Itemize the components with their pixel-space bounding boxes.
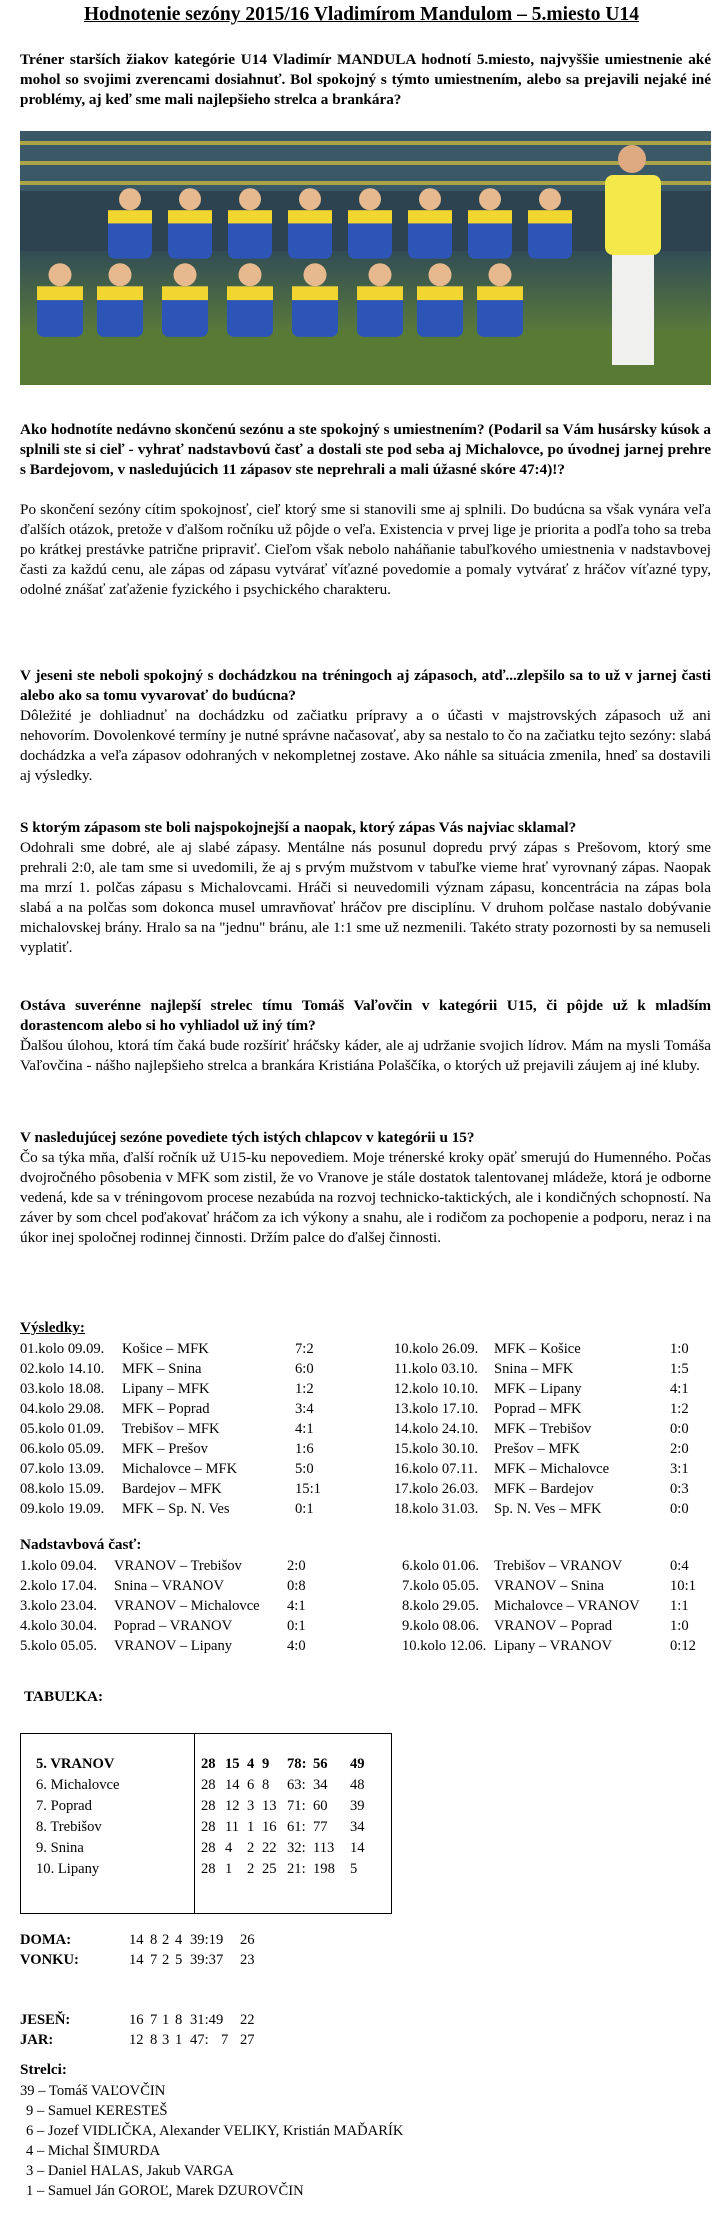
table-cell-goals: 78: [287,1756,307,1772]
result-match: Košice – MFK [122,1341,209,1357]
result-round: 14.kolo 24.10. [394,1421,479,1437]
table-divider [194,1733,195,1914]
player-figure [97,263,143,337]
result-match: MFK – Prešov [122,1441,208,1457]
table-cell-team: 10. Lipany [36,1861,100,1877]
split-l: 5 [175,1952,183,1968]
player-figure [162,263,208,337]
result-round: 5.kolo 05.05. [20,1638,98,1654]
split-p: 12 [129,2032,144,2048]
result-round: 12.kolo 10.10. [394,1381,479,1397]
split-w: 8 [150,1932,158,1948]
result-round: 2.kolo 17.04. [20,1578,98,1594]
table-label: TABUĽKA: [24,1688,104,1705]
question-5: V nasledujúcej sezóne povediete tých istých chlapcov v kategórii u 15? [20,1129,475,1146]
result-round: 6.kolo 01.06. [402,1558,480,1574]
team-photo [20,131,711,385]
result-round: 02.kolo 14.10. [20,1361,105,1377]
table-cell-w: 14 [225,1777,240,1793]
table-cell-l: 8 [262,1777,270,1793]
table-cell-w: 15 [225,1756,240,1772]
result-round: 13.kolo 17.10. [394,1401,479,1417]
result-match: Lipany – MFK [122,1381,210,1397]
answer-3: Odohrali sme dobré, ale aj slabé zápasy. Mentálne nás posunul dopredu prvý zápas s Prešovom, ktorý sme prehrali 2:0, ale tam sme si uvedomili, že aj s prvým mužstvom v tabuľke vieme hrať vyrovnaný zápas. Naopak ma mrzí 1. polčas zápasu s Michalovcami. Hráči si neuvedomili význam zápasu, koncentrácia na zápas bola slabá a na polčas som dokonca musel umravňovať hráčov pre disciplínu. V druhom polčase nastalo dobývanie michalovskej brány. Hralo sa na "jednu" bránu, ale 1:1 sme už nezmenili. Takéto straty pozornosti by sa nemuseli vyplatiť. [20,839,711,956]
result-round: 16.kolo 07.11. [394,1461,478,1477]
result-round: 08.kolo 15.09. [20,1481,105,1497]
table-cell-p: 28 [201,1819,216,1835]
result-score: 1:0 [670,1618,689,1634]
result-score: 15:1 [295,1481,321,1497]
result-match: MFK – Bardejov [494,1481,594,1497]
split-pts: 23 [240,1952,255,1968]
result-score: 4:1 [670,1381,689,1397]
result-round: 17.kolo 26.03. [394,1481,479,1497]
result-match: MFK – Košice [494,1341,581,1357]
result-score: 1:2 [670,1401,689,1417]
split-ga: 7 [221,2032,229,2048]
scorers-label: Strelci: [20,2061,67,2078]
table-cell-l: 13 [262,1798,277,1814]
table-cell-p: 28 [201,1798,216,1814]
result-match: VRANOV – Poprad [494,1618,613,1634]
table-cell-ga: 77 [313,1819,328,1835]
article-title: Hodnotenie sezóny 2015/16 Vladimírom Mandulom – 5.miesto U14 [83,4,640,25]
table-cell-d: 2 [247,1840,255,1856]
split-d: 2 [162,1932,170,1948]
table-cell-goals: 61: [287,1819,306,1835]
player-figure [477,263,523,337]
table-cell-goals: 32: [287,1840,306,1856]
player-figure [37,263,83,337]
player-figure [357,263,403,337]
table-cell-team: 9. Snina [36,1840,84,1856]
results-label: Výsledky: [20,1319,85,1336]
result-score: 2:0 [670,1441,689,1457]
result-match: Lipany – VRANOV [494,1638,613,1654]
result-round: 04.kolo 29.08. [20,1401,105,1417]
split-p: 14 [129,1932,144,1948]
split-l: 4 [175,1932,183,1948]
table-cell-d: 1 [247,1819,255,1835]
split-pts: 22 [240,2012,255,2028]
answer-2: Dôležité je dohliadnuť na dochádzku od začiatku prípravy a o účasti v majstrovských zápasoch už ani nehovorím. Dovolenkové termíny je nutné správne načasovať, aby sa nestalo to čo na začiatku tejto sezóny: slabá dochádzka a veľa zápasov odohraných v nekompletnej zostave. Ako náhle sa situácia zmenila, hneď sa dostavili aj výsledky. [20,707,711,784]
result-score: 7:2 [295,1341,314,1357]
result-round: 11.kolo 03.10. [394,1361,478,1377]
split-w: 7 [150,2012,158,2028]
result-score: 0:12 [670,1638,696,1654]
result-match: Trebišov – MFK [122,1421,220,1437]
scorer-row: 39 – Tomáš VAĽOVČIN [20,2083,166,2099]
result-score: 1:1 [670,1598,689,1614]
result-match: Bardejov – MFK [122,1481,222,1497]
result-match: Poprad – MFK [494,1401,582,1417]
player-figure [417,263,463,337]
result-score: 2:0 [287,1558,306,1574]
table-cell-goals: 71: [287,1798,306,1814]
result-score: 1:5 [670,1361,689,1377]
result-match: Michalovce – MFK [122,1461,238,1477]
result-match: VRANOV – Michalovce [114,1598,260,1614]
table-cell-team: 5. VRANOV [36,1756,115,1772]
result-score: 1:0 [670,1341,689,1357]
split-score: 31:49 [190,2012,224,2028]
result-match: MFK – Poprad [122,1401,210,1417]
table-cell-ga: 113 [313,1840,335,1856]
table-cell-l: 25 [262,1861,277,1877]
result-score: 0:1 [295,1501,314,1517]
result-round: 15.kolo 30.10. [394,1441,479,1457]
result-score: 0:4 [670,1558,689,1574]
result-round: 18.kolo 31.03. [394,1501,479,1517]
result-score: 0:3 [670,1481,689,1497]
result-round: 01.kolo 09.09. [20,1341,105,1357]
result-round: 3.kolo 23.04. [20,1598,98,1614]
result-match: Michalovce – VRANOV [494,1598,640,1614]
scorer-row: 1 – Samuel Ján GOROĽ, Marek DZUROVČIN [26,2183,304,2199]
table-cell-p: 28 [201,1777,216,1793]
result-score: 4:1 [287,1598,306,1614]
result-score: 0:0 [670,1501,689,1517]
result-round: 10.kolo 26.09. [394,1341,479,1357]
table-cell-p: 28 [201,1840,216,1856]
table-cell-d: 6 [247,1777,255,1793]
split-l: 1 [175,2032,183,2048]
table-cell-p: 28 [201,1861,216,1877]
question-2: V jeseni ste neboli spokojný s dochádzkou na tréningoch aj zápasoch, atď...zlepšilo sa to už v jarnej časti alebo ako sa tomu vyvarovať do budúcna? [20,667,711,704]
result-match: VRANOV – Trebišov [114,1558,242,1574]
player-figure [227,263,273,337]
table-cell-w: 11 [225,1819,240,1835]
table-cell-w: 12 [225,1798,240,1814]
result-match: Snina – MFK [494,1361,574,1377]
result-match: MFK – Sp. N. Ves [122,1501,230,1517]
result-score: 3:4 [295,1401,314,1417]
table-cell-pts: 48 [350,1777,365,1793]
result-score: 4:0 [287,1638,306,1654]
split-d: 3 [162,2032,170,2048]
scorer-row: 4 – Michal ŠIMURDA [26,2143,161,2159]
result-match: MFK – Snina [122,1361,202,1377]
answer-1: Po skončení sezóny cítim spokojnosť, cieľ ktorý sme si stanovili sme aj splnili. Do budúcna sa však vynára veľa ďalších otázok, pretože v ďalšom ročníku už pôjde o veľa. Existencia v prvej lige je priorita a podľa toho sa treba po krátkej prestávke patrične pripraviť. Cieľom však nebolo naháňanie tabuľkového umiestnenia v nadstavbovej časti za každú cenu, ale zápas od zápasu vytvárať víťazné povedomie a pomaly vytvárať z hráčov víťazné typy, odolné znášať zaťaženie fyzického i psychického charakteru. [20,501,711,598]
player-figure [292,263,338,337]
answer-4: Ďalšou úlohou, ktorá tím čaká bude rozšíriť hráčsky káder, ale aj udržanie svojich lídrov. Mám na mysli Tomáša Vaľovčina - nášho najlepšieho strelca a brankára Kristiána Polaščíka, o ktorých už prejavili záujem aj iné kluby. [20,1037,711,1074]
table-cell-team: 6. Michalovce [36,1777,120,1793]
result-round: 06.kolo 05.09. [20,1441,105,1457]
table-cell-w: 4 [225,1840,233,1856]
table-cell-pts: 39 [350,1798,365,1814]
split-d: 2 [162,1952,170,1968]
split-p: 14 [129,1952,144,1968]
result-round: 05.kolo 01.09. [20,1421,105,1437]
question-1: Ako hodnotíte nedávno skončenú sezónu a ste spokojný s umiestnením? (Podaril sa Vám husársky kúsok a splnili ste si cieľ - vyhrať nadstavbovú časť a dostali ste pod seba aj Michalovce, po úvodnej jarnej prehre s Bardejovom, v nasledujúcich 11 zápasov ste neprehrali a mali úžasné skóre 47:4)!? [20,421,711,478]
table-cell-team: 7. Poprad [36,1798,92,1814]
table-cell-pts: 34 [350,1819,365,1835]
result-match: VRANOV – Lipany [114,1638,233,1654]
answer-5: Čo sa týka mňa, ďalší ročník už U15-ku nepovediem. Moje trénerské kroky opäť smerujú do Humenného. Počas dvojročného pôsobenia v MFK som zistil, že vo Vranove je stále dostatok talentovanej mládeže, ktorá je odborne vedená, kde sa v tréningovom procese nezabúda na rozvoj technicko-taktických, ale i kondičných schopností. Na záver by som chcel poďakovať hráčom za ich výkony a snahu, ale i rodičom za pochopenie a podporu, neraz i na úkor inej spoločnej rodinnej činnosti. Držím palce do ďalšej činnosti. [20,1149,711,1246]
table-cell-goals: 63: [287,1777,306,1793]
result-match: Snina – VRANOV [114,1578,225,1594]
result-match: VRANOV – Snina [494,1578,605,1594]
coach-figure [605,145,661,365]
scorer-row: 3 – Daniel HALAS, Jakub VARGA [26,2163,234,2179]
result-round: 03.kolo 18.08. [20,1381,105,1397]
result-match: Trebišov – VRANOV [494,1558,623,1574]
result-match: Poprad – VRANOV [114,1618,233,1634]
result-round: 9.kolo 08.06. [402,1618,480,1634]
table-cell-pts: 49 [350,1756,365,1772]
result-score: 0:1 [287,1618,306,1634]
split-score: 47: [190,2032,209,2048]
result-match: MFK – Trebišov [494,1421,592,1437]
result-score: 0:0 [670,1421,689,1437]
result-score: 0:8 [287,1578,306,1594]
result-round: 10.kolo 12.06. [402,1638,487,1654]
result-round: 07.kolo 13.09. [20,1461,105,1477]
result-score: 6:0 [295,1361,314,1377]
table-cell-pts: 5 [350,1861,358,1877]
result-match: Prešov – MFK [494,1441,580,1457]
split-pts: 26 [240,1932,255,1948]
split-pts: 27 [240,2032,255,2048]
table-cell-w: 1 [225,1861,233,1877]
result-score: 1:2 [295,1381,314,1397]
table-cell-d: 2 [247,1861,255,1877]
result-round: 1.kolo 09.04. [20,1558,98,1574]
split-l: 8 [175,2012,183,2028]
result-round: 4.kolo 30.04. [20,1618,98,1634]
table-cell-ga: 198 [313,1861,335,1877]
table-cell-d: 4 [247,1756,255,1772]
split-w: 7 [150,1952,158,1968]
result-round: 7.kolo 05.05. [402,1578,480,1594]
result-score: 5:0 [295,1461,314,1477]
table-cell-l: 16 [262,1819,277,1835]
table-cell-ga: 60 [313,1798,328,1814]
extra-label: Nadstavbová časť: [20,1536,142,1553]
table-cell-p: 28 [201,1756,216,1772]
split-w: 8 [150,2032,158,2048]
result-match: MFK – Michalovce [494,1461,610,1477]
split-d: 1 [162,2012,170,2028]
result-score: 3:1 [670,1461,689,1477]
result-score: 10:1 [670,1578,696,1594]
scorer-row: 9 – Samuel KERESTEŠ [26,2103,168,2119]
table-cell-d: 3 [247,1798,255,1814]
result-match: Sp. N. Ves – MFK [494,1501,602,1517]
split-score: 39:19 [190,1932,224,1948]
table-cell-l: 9 [262,1756,270,1772]
question-3: S ktorým zápasom ste boli najspokojnejší a naopak, ktorý zápas Vás najviac sklamal? [20,819,577,836]
scorer-row: 6 – Jozef VIDLIČKA, Alexander VELIKY, Kristián MAĎARÍK [26,2123,404,2139]
table-cell-goals: 21: [287,1861,306,1877]
table-cell-ga: 56 [313,1756,328,1772]
result-score: 4:1 [295,1421,314,1437]
split-label: JESEŇ: [20,2012,71,2028]
result-round: 8.kolo 29.05. [402,1598,480,1614]
result-score: 1:6 [295,1441,314,1457]
split-score: 39:37 [190,1952,224,1968]
split-label: DOMA: [20,1932,72,1948]
table-cell-team: 8. Trebišov [36,1819,102,1835]
table-cell-l: 22 [262,1840,277,1856]
table-cell-pts: 14 [350,1840,365,1856]
result-match: MFK – Lipany [494,1381,582,1397]
article-lead: Tréner starších žiakov kategórie U14 Vladimír MANDULA hodnotí 5.miesto, najvyššie umiestnenie aké mohol so svojimi zverencami dosiahnuť. Bol spokojný s týmto umiestnením, alebo sa prejavili nejaké iné problémy, aj keď sme mali najlepšieho strelca a brankára? [20,51,711,108]
split-label: VONKU: [20,1952,79,1968]
split-label: JAR: [20,2032,54,2048]
result-round: 09.kolo 19.09. [20,1501,105,1517]
question-4: Ostáva suverénne najlepší strelec tímu Tomáš Vaľovčin v kategórii U15, či pôjde už k mladším dorastencom alebo si ho vyhliadol už iný tím? [20,997,711,1034]
team-photo-drawing [20,131,711,385]
table-cell-ga: 34 [313,1777,328,1793]
split-p: 16 [129,2012,144,2028]
